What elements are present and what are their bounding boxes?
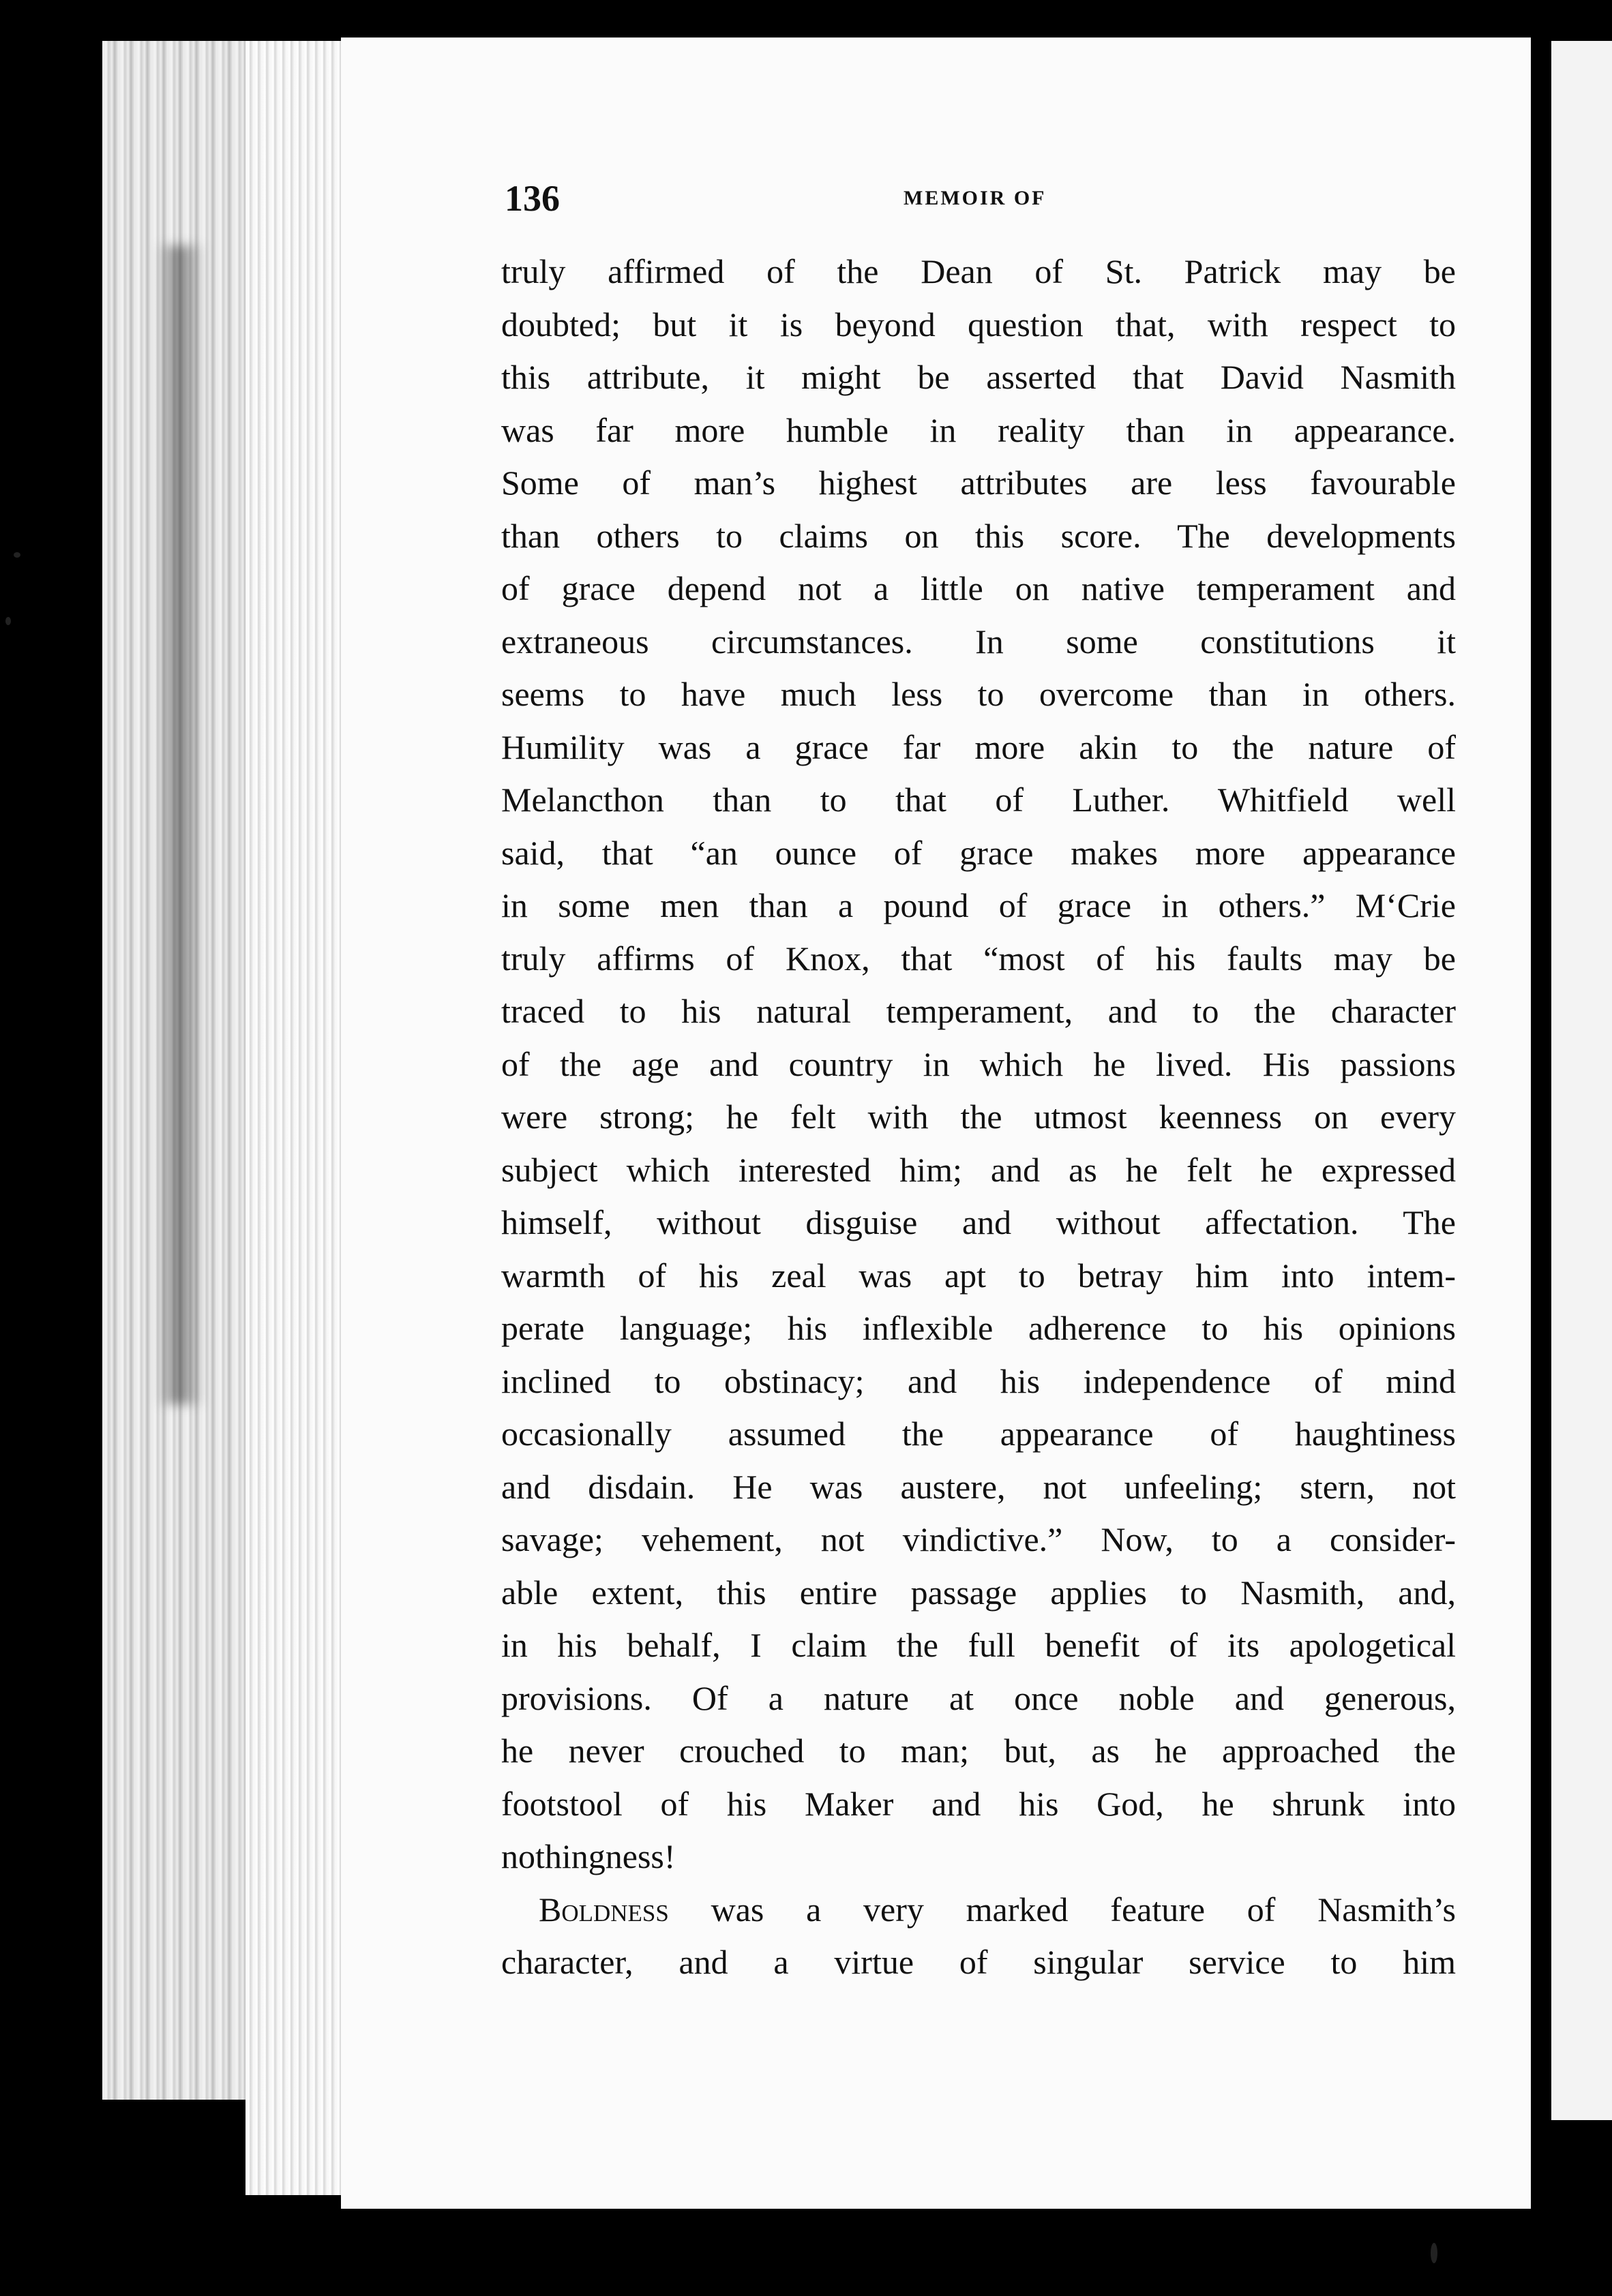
- text-line: he never crouched to man; but, as he approached the: [501, 1732, 1456, 1770]
- text-line: this attribute, it might be asserted that David Nasmith: [501, 358, 1456, 396]
- text-line: extraneous circumstances. In some constitutions it: [501, 622, 1456, 661]
- running-head: MEMOIR OF: [904, 187, 1047, 209]
- text-line: said, that “an ounce of grace makes more appearance: [501, 833, 1456, 872]
- text-line: doubted; but it is beyond question that, with respect to: [501, 305, 1456, 344]
- text-line: occasionally assumed the appearance of haughtiness: [501, 1415, 1456, 1453]
- text-line: savage; vehement, not vindictive.” Now, to a consider-: [501, 1520, 1456, 1558]
- text-line: and disdain. He was austere, not unfeeling; stern, not: [501, 1467, 1456, 1506]
- text-line: were strong; he felt with the utmost keenness on every: [501, 1098, 1456, 1136]
- scan-speck: [1431, 2243, 1437, 2263]
- text-line: seems to have much less to overcome than in others.: [501, 675, 1456, 713]
- text-line: provisions. Of a nature at once noble and generous,: [501, 1678, 1456, 1717]
- text-line: character, and a virtue of singular service to him: [501, 1943, 1456, 1981]
- paragraph-start-line: [501, 1884, 1456, 1937]
- text-line: of grace depend not a little on native temperament and: [501, 569, 1456, 607]
- text-fragment: was a very marked feature of Nasmith’s: [668, 1890, 1456, 1929]
- lead-word: Boldness: [539, 1890, 669, 1929]
- facing-page-edge: [1551, 41, 1612, 2120]
- text-line: in his behalf, I claim the full benefit of its apologetical: [501, 1626, 1456, 1664]
- text-line: of the age and country in which he lived. His passions: [501, 1044, 1456, 1083]
- text-line: Some of man’s highest attributes are less favourable: [501, 464, 1456, 502]
- text-line: subject which interested him; and as he felt he expressed: [501, 1150, 1456, 1189]
- text-line: able extent, this entire passage applies to Nasmith, and,: [501, 1573, 1456, 1612]
- gutter-shadow: [1531, 0, 1551, 2296]
- scan-speck: [14, 552, 20, 558]
- text-line: truly affirmed of the Dean of St. Patrick may be: [501, 252, 1456, 290]
- text-line: Humility was a grace far more akin to the nature of: [501, 727, 1456, 766]
- scan-speck: [5, 617, 11, 625]
- text-line: warmth of his zeal was apt to betray him into intem-: [501, 1256, 1456, 1295]
- page-header: [505, 177, 1456, 225]
- text-line: in some men than a pound of grace in others.” M‘Crie: [501, 886, 1456, 924]
- text-line: perate language; his inflexible adherence to his opinions: [501, 1309, 1456, 1347]
- page-edge-band: [245, 41, 341, 2195]
- text-line: himself, without disguise and without affectation. The: [501, 1203, 1456, 1241]
- page-number: 136: [505, 178, 560, 219]
- text-line: footstool of his Maker and his God, he shrunk into: [501, 1784, 1456, 1823]
- text-line: inclined to obstinacy; and his independence of mind: [501, 1361, 1456, 1400]
- text-line: than others to claims on this score. The developments: [501, 516, 1456, 555]
- text-line: was far more humble in reality than in appearance.: [501, 410, 1456, 449]
- text-line: truly affirms of Knox, that “most of his faults may be: [501, 939, 1456, 978]
- body-text: [501, 245, 1456, 1989]
- text-line: Melancthon than to that of Luther. Whitfield well: [501, 781, 1456, 819]
- text-line: nothingness!: [501, 1837, 676, 1875]
- text-line: traced to his natural temperament, and to the character: [501, 992, 1456, 1030]
